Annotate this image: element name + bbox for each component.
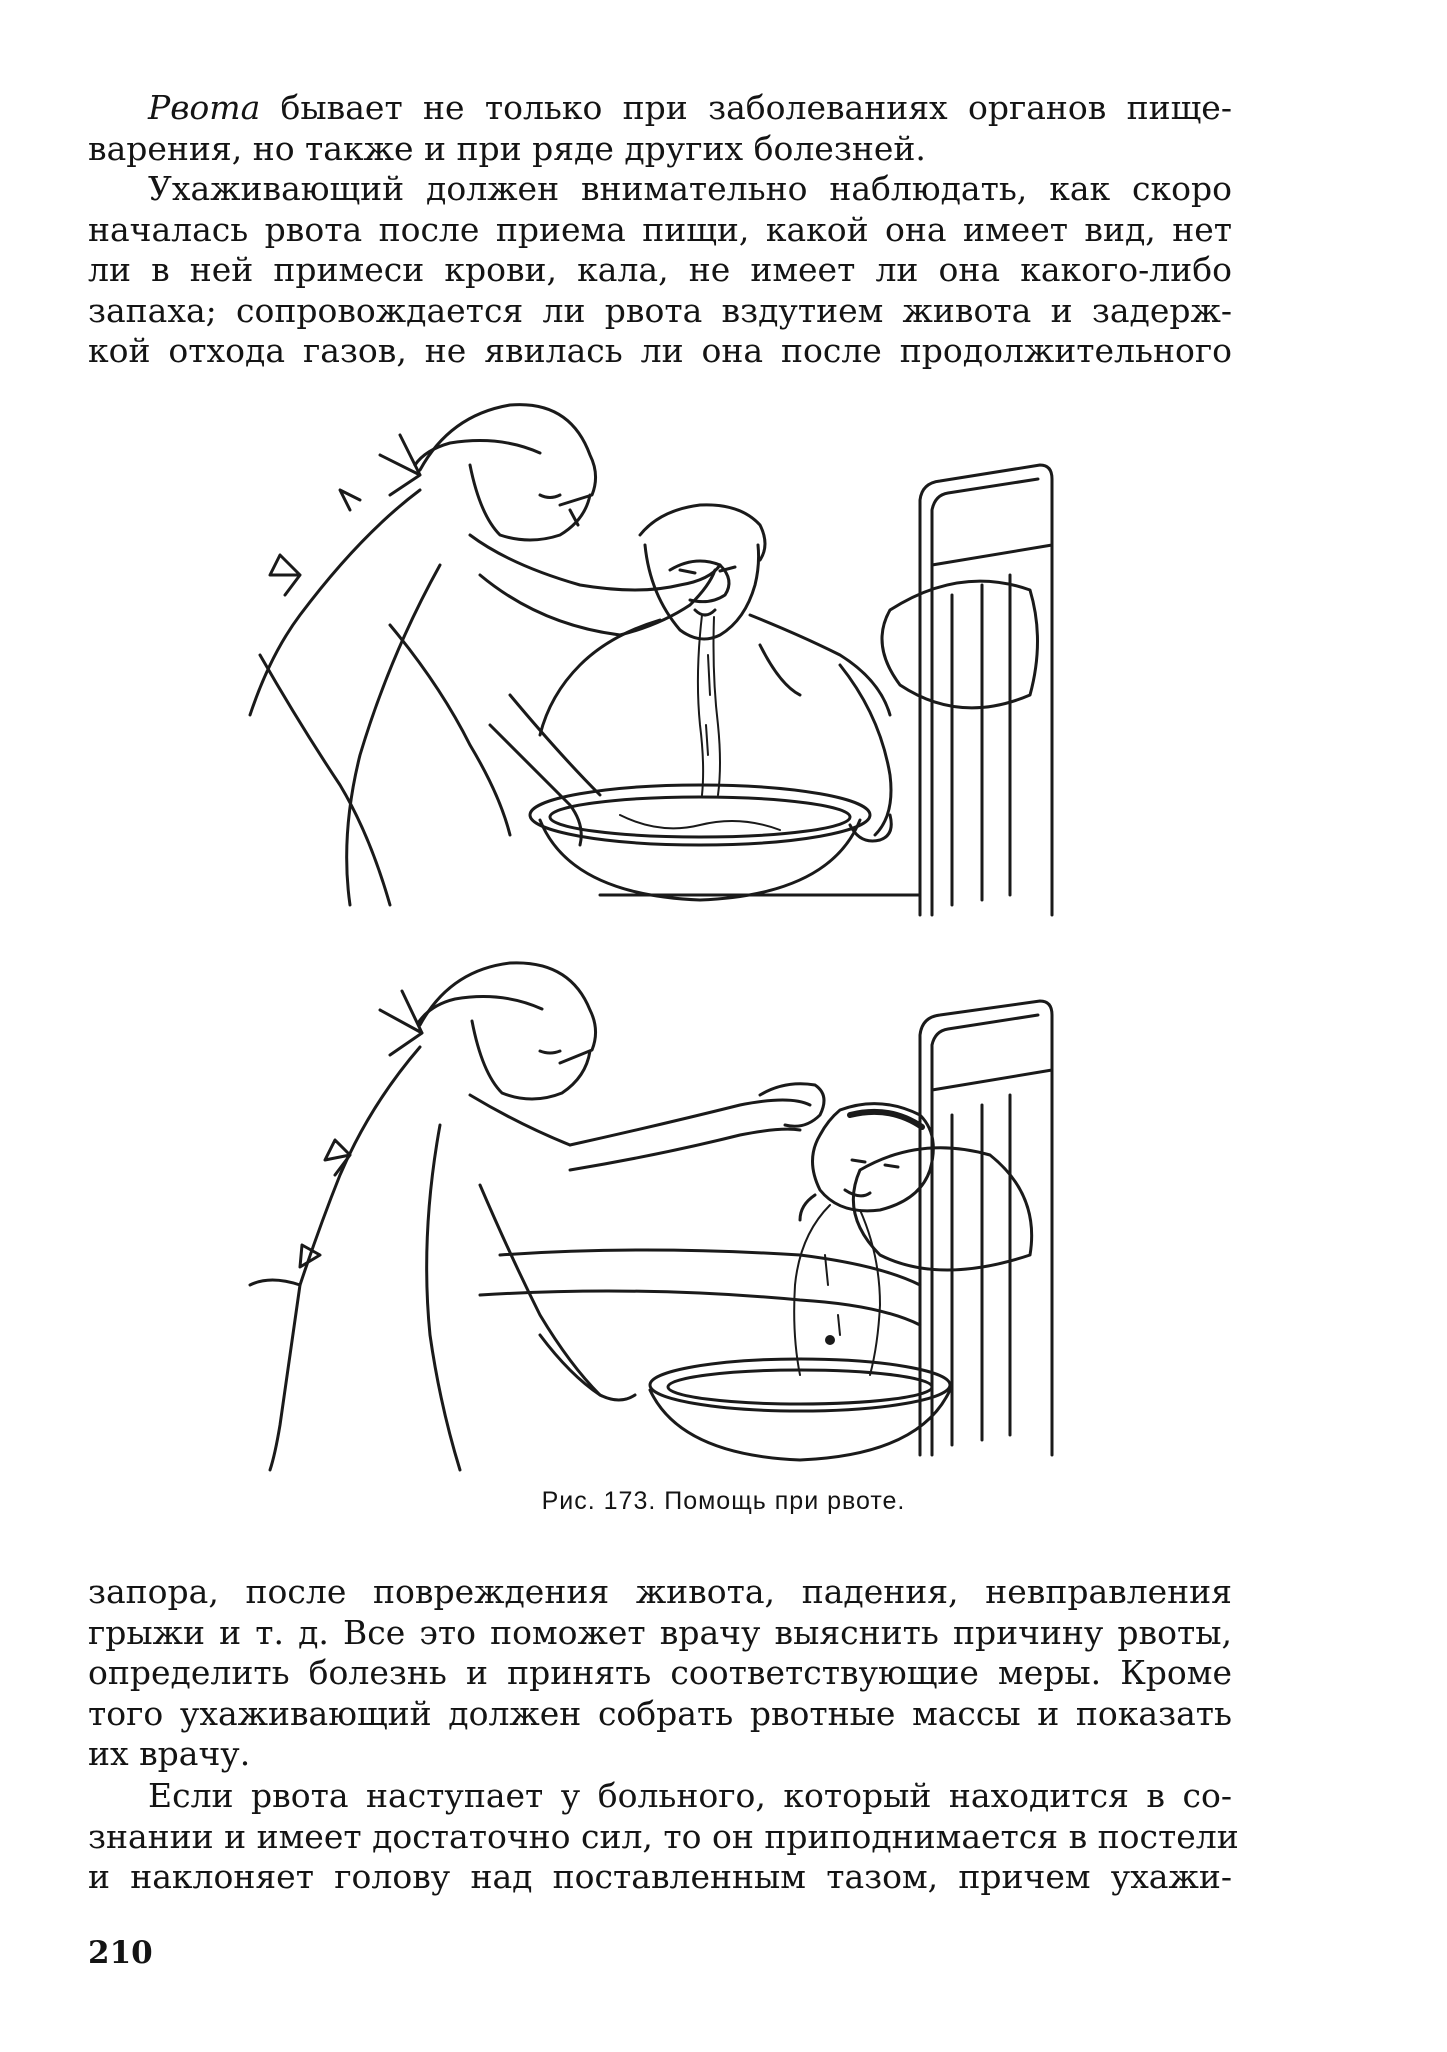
- text-line: и наклоняет голову над поставленным тазом, причем ухажи-: [88, 1857, 1232, 1896]
- illustration-patient-lying: [240, 955, 1080, 1475]
- text-line: того ухаживающий должен собрать рвотные массы и показать: [88, 1693, 1232, 1733]
- paragraph-continuation: [88, 1572, 1232, 1775]
- text-line: запаха; сопровождается ли рвота вздутием живота и задерж-: [88, 290, 1232, 330]
- italic-term: Рвота: [148, 88, 261, 127]
- page-number: 210: [88, 1935, 153, 1971]
- text-line: запора, после повреждения живота, падения, невправления: [88, 1572, 1232, 1611]
- blanket: [500, 1250, 920, 1285]
- illustration-patient-sitting: [240, 395, 1080, 935]
- text-line: варения, но также и при ряде других болезней.: [88, 128, 926, 168]
- patient-figure: [800, 1104, 933, 1220]
- text-line: началась рвота после приема пищи, какой она имеет вид, нет: [88, 209, 1232, 249]
- text-line: грыжи и т. д. Все это поможет врачу выяснить причину рвоты,: [88, 1612, 1232, 1652]
- text-line: знании и имеет достаточно сил, то он приподнимается в постели: [88, 1816, 1239, 1856]
- paragraph-conscious-patient: [88, 1776, 1239, 1898]
- paragraph-vomiting-intro: [88, 88, 1232, 169]
- nurse-figure: [250, 405, 729, 905]
- text-line: определить болезнь и принять соответствующие меры. Кроме: [88, 1653, 1232, 1692]
- nurse-figure: [250, 963, 824, 1470]
- pillow: [882, 581, 1038, 708]
- text-line: ли в ней примеси крови, кала, не имеет ли она какого-либо: [88, 250, 1232, 289]
- text-line: Ухаживающий должен внимательно наблюдать, как скоро: [148, 169, 1232, 208]
- paragraph-observation: [88, 169, 1232, 372]
- vomit-stream: [794, 1205, 880, 1375]
- vomit-stream: [698, 615, 720, 795]
- text-line: кой отхода газов, не явилась ли она после продолжительного: [88, 331, 1232, 370]
- text-line: Рвота бывает не только при заболеваниях органов пище-: [148, 88, 1232, 127]
- text-line: Если рвота наступает у больного, который находится в со-: [148, 1776, 1232, 1815]
- text-line: их врачу.: [88, 1734, 251, 1773]
- figure-caption: Рис. 173. Помощь при рвоте.: [541, 1487, 906, 1515]
